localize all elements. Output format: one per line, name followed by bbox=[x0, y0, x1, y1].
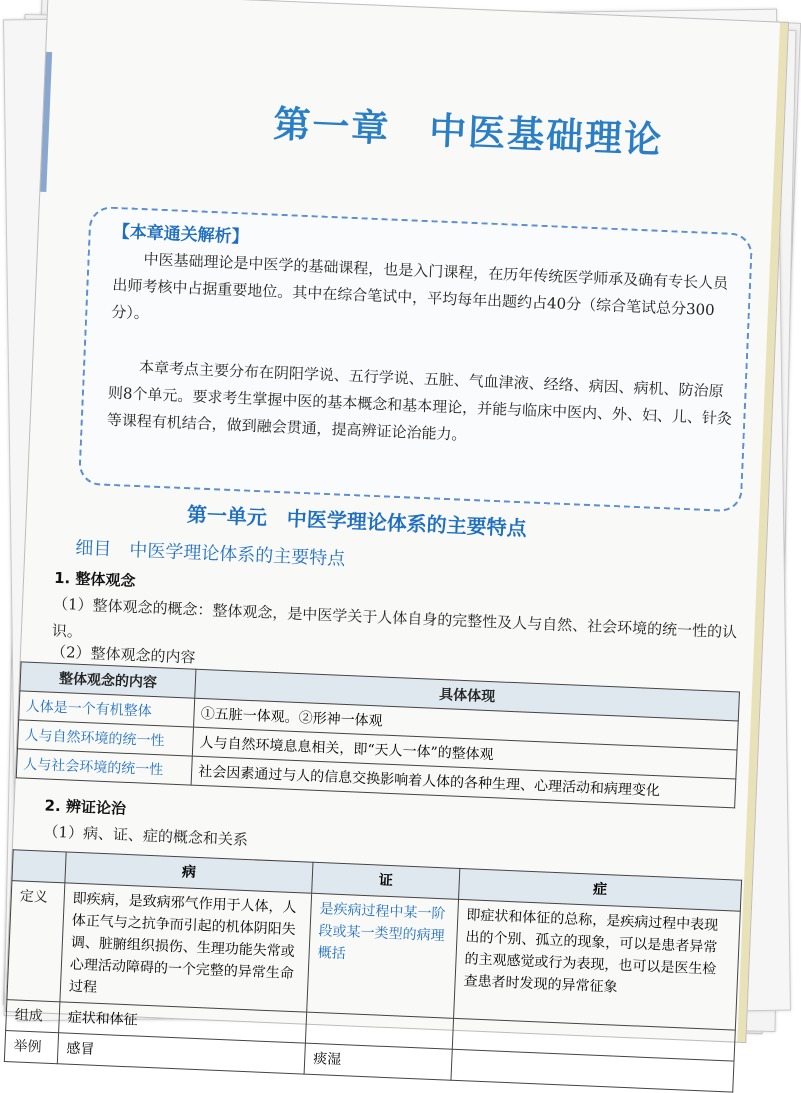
table-cell: 人与社会环境的统一性 bbox=[16, 749, 192, 785]
table-cell: 定义 bbox=[7, 881, 65, 1002]
table-cell: 人与自然环境息息相关，即“天人一体”的整体观 bbox=[192, 727, 737, 779]
unit-title: 第一单元 中医学理论体系的主要特点 bbox=[186, 502, 528, 541]
book-page bbox=[5, 0, 789, 1069]
table-cell: 组成 bbox=[6, 1000, 60, 1033]
chapter-intro-box bbox=[78, 206, 753, 513]
section-heading-holism: 1. 整体观念 bbox=[53, 568, 136, 591]
section-heading-syndrome: 2. 辨证论治 bbox=[44, 796, 127, 818]
table-header: 整体观念的内容 bbox=[20, 662, 196, 698]
subsection-title: 细目 中医学理论体系的主要特点 bbox=[74, 537, 346, 570]
table-cell: 感冒 bbox=[57, 1033, 305, 1074]
table-cell: 举例 bbox=[4, 1031, 58, 1064]
table-header: 病 bbox=[65, 852, 313, 893]
syndrome-concept-label: （1）病、证、症的概念和关系 bbox=[43, 822, 249, 850]
holism-content-label: （2）整体观念的内容 bbox=[50, 642, 196, 667]
table-cell: 痰湿 bbox=[304, 1043, 452, 1080]
table-cell: 人体是一个有机整体 bbox=[19, 691, 195, 727]
table-header: 具体体现 bbox=[195, 669, 740, 721]
chapter-title: 第一章 中医基础理论 bbox=[272, 102, 664, 162]
table-cell: 症状和体征 bbox=[59, 1002, 307, 1043]
intro-heading: 【本章通关解析】 bbox=[112, 221, 249, 248]
intro-paragraph-2: 本章考点主要分布在阴阳学说、五行学说、五脏、气血津液、经络、病因、病机、防治原则8个单元。要求考生掌握中医的基本概念和基本理论，并能与临床中医内、外、妇、儿、针灸等课程有机结合，做到融会贯通，提高辨证论治能力。 bbox=[106, 358, 733, 444]
table-cell: 社会因素通过与人的信息交换影响着人体的各种生理、心理活动和病理变化 bbox=[191, 756, 736, 808]
holism-definition: （1）整体观念的概念：整体观念，是中医学关于人体自身的完整性及人与自然、社会环境的统一性的认识。 bbox=[51, 594, 738, 642]
table-header bbox=[12, 850, 66, 883]
table-cell: ①五脏一体观。②形神一体观 bbox=[194, 698, 739, 750]
table-cell: 即疾病，是致病邪气作用于人体，人体正气与之抗争而引起的机体阴阳失调、脏腑组织损伤、生理功能失常或心理活动障碍的一个完整的异常生命过程 bbox=[60, 883, 312, 1012]
table-cell: 人与自然环境的统一性 bbox=[17, 720, 193, 756]
intro-paragraph-1: 中医基础理论是中医学的基础课程，也是入门课程，在历年传统医学师承及确有专长人员出师考核中占据重要地位。其中在综合笔试中，平均每年出题约占40分（综合笔试总分300分）。 bbox=[110, 250, 729, 323]
disease-syndrome-symptom-table bbox=[4, 849, 742, 1092]
table-cell: 即症状和体征的总称，是疾病过程中表现出的个别、孤立的现象，可以是患者异常的主观感觉或行为表现，也可以是医生检查患者时发现的异常征象 bbox=[454, 899, 741, 1030]
table-header: 症 bbox=[459, 868, 742, 911]
table-cell: 是疾病过程中某一阶段或某一类型的病理概括 bbox=[307, 893, 459, 1018]
table-header: 证 bbox=[312, 862, 460, 899]
